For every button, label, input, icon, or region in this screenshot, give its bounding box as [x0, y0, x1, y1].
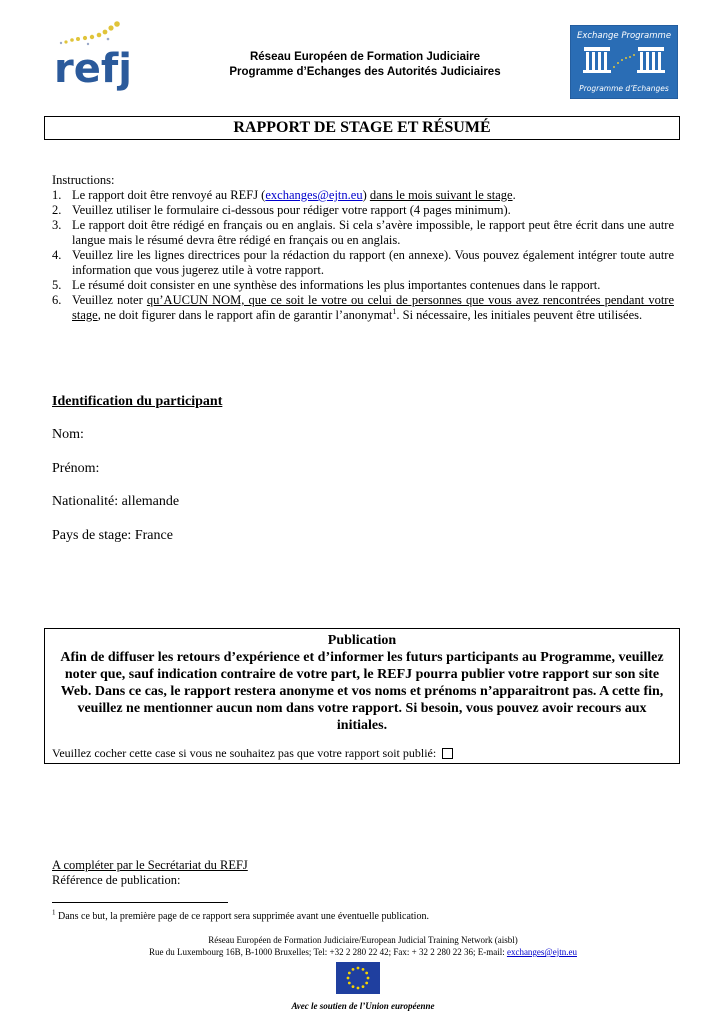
exchange-programme-logo [570, 25, 678, 99]
email-link[interactable]: exchanges@ejtn.eu [265, 188, 363, 202]
footnote-divider [52, 902, 228, 903]
eu-support-text: Avec le soutien de l’Union européenne [291, 1001, 435, 1011]
instruction-item-5: 5. Le résumé doit consister en une synthèse des informations les plus importantes contenues dans le rapport. [52, 278, 601, 292]
instructions-label: Instructions: [52, 173, 115, 187]
logo-wordmark: refj [54, 46, 132, 92]
footer-line-2: Rue du Luxembourg 16B, B-1000 Bruxelles; Tel: +32 2 280 22 42; Fax: + 32 2 280 22 36; E-mail: exchanges@ejtn.eu [149, 947, 577, 957]
instruction-item-1: 1. Le rapport doit être renvoyé au REFJ (exchanges@ejtn.eu) dans le mois suivant le stage. [52, 188, 516, 202]
footer-email-link[interactable]: exchanges@ejtn.eu [506, 947, 577, 957]
eu-star [362, 985, 365, 988]
instruction-item-2: 2. Veuillez utiliser le formulaire ci-dessous pour rédiger votre rapport (4 pages minimum). [52, 203, 511, 217]
eu-star [367, 977, 370, 980]
publication-reference: Référence de publication: [52, 873, 181, 887]
footer-line-1: Réseau Européen de Formation Judiciaire/European Judicial Training Network (aisbl) [208, 935, 518, 945]
prenom-field: Prénom: [52, 461, 100, 476]
publication-box [44, 628, 680, 764]
pays-field: Pays de stage: France [52, 528, 173, 543]
eu-star [347, 977, 350, 980]
instruction-item-4: 4. Veuillez lire les lignes directrices pour la rédaction du rapport (en annexe). Vous pouvez également intégrer toute autre information que vous jugerez utile à votre rapport. [52, 248, 674, 277]
eu-star [362, 968, 365, 971]
eu-star [348, 982, 351, 985]
identification-section [52, 394, 672, 543]
org-line-1: Réseau Européen de Formation Judiciaire [249, 51, 481, 63]
exchange-logo-graphic [570, 25, 678, 99]
logo-stars [64, 21, 119, 43]
eu-star [365, 982, 368, 985]
secretariat-title: A compléter par le Secrétariat du REFJ [52, 858, 248, 872]
publication-opt-out [52, 746, 453, 761]
nationalite-field: Nationalité: allemande [52, 494, 180, 509]
org-line-2: Programme d’Echanges des Autorités Judiciaires [229, 66, 501, 78]
footnote: $^1$ Dans ce but, la première page de ce rapport sera supprimée avant une éventuelle publication. [52, 908, 429, 922]
eu-star [357, 987, 360, 990]
page-title: RAPPORT DE STAGE ET RÉSUMÉ [44, 116, 680, 140]
logo-top-text: Exchange Programme [576, 31, 672, 41]
opt-out-label: Veuillez cocher cette case si vous ne souhaitez pas que votre rapport soit publié: [52, 746, 437, 760]
eu-star [348, 972, 351, 975]
eu-star [352, 985, 355, 988]
logo-bottom-text: Programme d’Echanges [579, 84, 669, 93]
instruction-item-3: 3. Le rapport doit être rédigé en français ou en anglais. Si cela s’avère impossible, le rapport peut être écrit dans une autre langue mais le résumé devra être rédigé en français ou en anglais. [52, 218, 674, 247]
instructions-section [52, 173, 674, 323]
footnote-ref: 1 [392, 306, 397, 316]
eu-star [365, 972, 368, 975]
eu-flag-icon [336, 962, 380, 994]
footer-address [100, 934, 626, 958]
eu-star [357, 967, 360, 970]
publication-body: Afin de diffuser les retours d’expérience et d’informer les futurs participants au Programme, veuillez noter que, sauf indication contraire de votre part, le REFJ pourra publier votre rapport sur son site Web. Dans ce cas, le rapport restera anonyme et vos noms et prénoms n’apparaitront pas. A cette fin, veuillez ne mentionner aucun nom dans votre rapport. Si besoin, vous pouvez avoir recours aux initiales. [60, 650, 664, 733]
header-org [150, 50, 580, 80]
publication-title: Publication [327, 633, 397, 648]
refj-logo-graphic [52, 18, 134, 96]
instruction-item-6: 6. Veuillez noter qu’AUCUN NOM, que ce soit le votre ou celui de personnes que vous avez rencontrées pendant votre stage, ne doit figurer dans le rapport afin de garantir l’anonymat$^1$. Si nécessaire, les initiales peuvent être utilisées. [52, 293, 674, 322]
secretariat-section [52, 858, 248, 888]
opt-out-checkbox[interactable] [442, 748, 453, 759]
identification-title: Identification du participant [52, 394, 223, 409]
eu-star [352, 968, 355, 971]
nom-field: Nom: [52, 427, 84, 442]
instructions-list [52, 188, 674, 323]
eu-flag-graphic [336, 962, 380, 994]
refj-logo [52, 18, 134, 96]
